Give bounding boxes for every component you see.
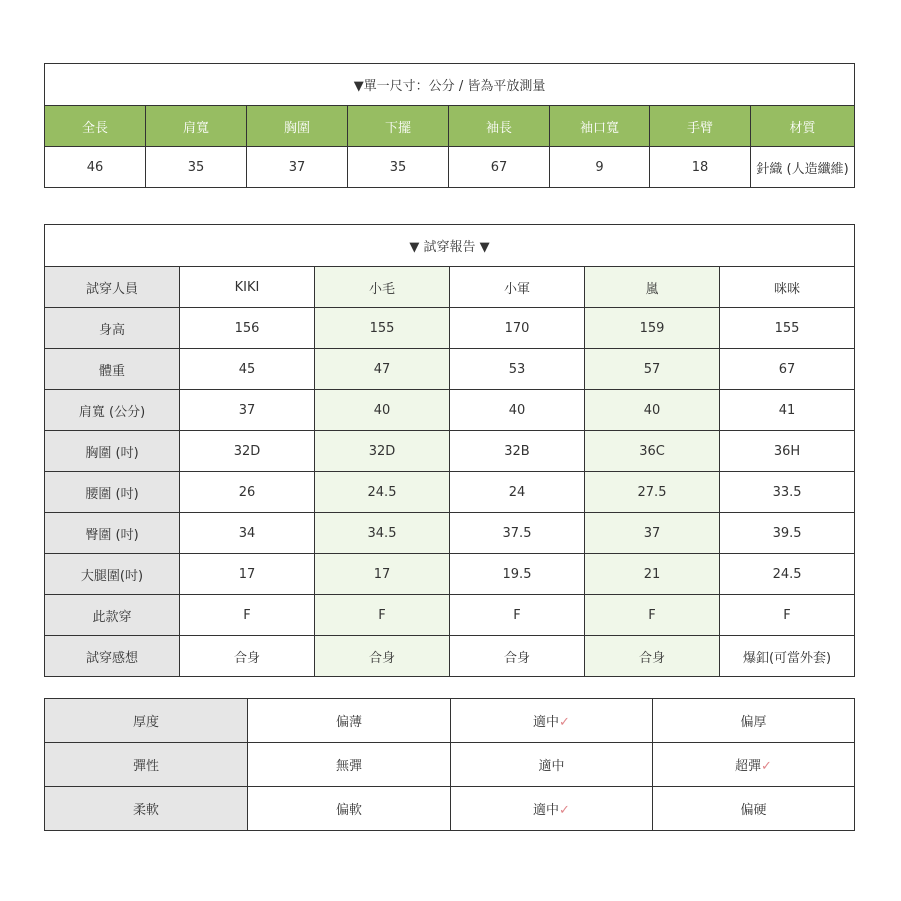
tryon-cell: 26	[180, 472, 315, 513]
tryon-row-label: 此款穿	[45, 595, 180, 636]
fabric-option-label: 偏硬	[740, 803, 767, 818]
size-value-cell: 35	[348, 147, 449, 188]
tryon-cell: 40	[585, 390, 720, 431]
size-header-cell: 肩寬	[146, 106, 247, 147]
tryon-cell: 合身	[315, 636, 450, 677]
tryon-cell: F	[180, 595, 315, 636]
tryon-cell: 合身	[180, 636, 315, 677]
tryon-cell: KIKI	[180, 267, 315, 308]
tryon-row	[45, 554, 855, 595]
tryon-cell: 34	[180, 513, 315, 554]
tryon-cell: 小軍	[450, 267, 585, 308]
tryon-cell: 33.5	[720, 472, 855, 513]
size-value-row	[45, 147, 855, 188]
tryon-cell: 合身	[450, 636, 585, 677]
tryon-cell: F	[315, 595, 450, 636]
size-header-cell: 袖口寬	[550, 106, 650, 147]
tryon-row	[45, 431, 855, 472]
tryon-cell: 24.5	[720, 554, 855, 595]
tryon-cell: 39.5	[720, 513, 855, 554]
tryon-row	[45, 308, 855, 349]
tryon-cell: 36C	[585, 431, 720, 472]
tryon-cell: 27.5	[585, 472, 720, 513]
tryon-cell: 37	[585, 513, 720, 554]
tryon-row-label: 試穿人員	[45, 267, 180, 308]
tryon-row-label: 試穿感想	[45, 636, 180, 677]
tryon-cell: 155	[315, 308, 450, 349]
fabric-option-label: 偏薄	[335, 715, 362, 730]
tryon-cell: 32D	[180, 431, 315, 472]
tryon-row	[45, 636, 855, 677]
fabric-row	[45, 787, 855, 831]
tryon-cell: 67	[720, 349, 855, 390]
fabric-option-label: 偏軟	[335, 803, 362, 818]
fabric-row	[45, 743, 855, 787]
tryon-row	[45, 472, 855, 513]
tryon-row	[45, 390, 855, 431]
tryon-cell: 32D	[315, 431, 450, 472]
size-header-cell: 袖長	[449, 106, 550, 147]
fabric-option-label: 適中	[533, 715, 560, 730]
fabric-row	[45, 699, 855, 743]
size-table-title: ▼單一尺寸：公分 / 皆為平放測量	[45, 64, 855, 106]
check-mark-icon: ✓	[559, 803, 570, 818]
tryon-cell: 19.5	[450, 554, 585, 595]
tryon-row-label: 體重	[45, 349, 180, 390]
tryon-row-label: 臀圍 (吋)	[45, 513, 180, 554]
tryon-cell: 53	[450, 349, 585, 390]
fabric-option-cell	[653, 699, 855, 743]
tryon-table-title: ▼ 試穿報告 ▼	[45, 225, 855, 267]
tryon-cell: 47	[315, 349, 450, 390]
check-mark-icon: ✓	[761, 759, 772, 774]
tryon-cell: 159	[585, 308, 720, 349]
tryon-cell: 34.5	[315, 513, 450, 554]
tryon-row-label: 肩寬 (公分)	[45, 390, 180, 431]
tryon-row	[45, 595, 855, 636]
tryon-cell: 57	[585, 349, 720, 390]
tryon-cell: 37	[180, 390, 315, 431]
size-header-cell: 手臂	[650, 106, 751, 147]
size-table	[44, 63, 855, 188]
tryon-cell: 45	[180, 349, 315, 390]
fabric-table	[44, 698, 855, 831]
fabric-option-label: 偏厚	[740, 715, 767, 730]
tryon-cell: 合身	[585, 636, 720, 677]
fabric-row-label: 柔軟	[45, 787, 248, 831]
tryon-cell: 41	[720, 390, 855, 431]
tryon-row-label: 身高	[45, 308, 180, 349]
tryon-cell: 24	[450, 472, 585, 513]
tryon-cell: 40	[450, 390, 585, 431]
size-header-cell: 下擺	[348, 106, 449, 147]
size-value-cell: 9	[550, 147, 650, 188]
size-header-cell: 胸圍	[247, 106, 348, 147]
fabric-option-cell	[451, 787, 653, 831]
size-header-cell: 材質	[751, 106, 855, 147]
tryon-cell: 37.5	[450, 513, 585, 554]
tryon-cell: 156	[180, 308, 315, 349]
fabric-option-cell	[653, 787, 855, 831]
fabric-option-label: 適中	[533, 803, 560, 818]
tryon-cell: 21	[585, 554, 720, 595]
fabric-option-label: 無彈	[335, 759, 362, 774]
fabric-row-label: 彈性	[45, 743, 248, 787]
fabric-option-label: 超彈	[735, 759, 762, 774]
check-mark-icon: ✓	[559, 715, 570, 730]
tryon-cell: 小毛	[315, 267, 450, 308]
fabric-option-cell	[248, 787, 451, 831]
tryon-row-label: 腰圍 (吋)	[45, 472, 180, 513]
fabric-option-cell	[653, 743, 855, 787]
tryon-cell: 17	[315, 554, 450, 595]
tryon-table	[44, 224, 855, 677]
tryon-cell: F	[585, 595, 720, 636]
tryon-row-label: 胸圍 (吋)	[45, 431, 180, 472]
tryon-row	[45, 267, 855, 308]
size-value-cell: 針織 (人造纖維)	[751, 147, 855, 188]
tryon-cell: 155	[720, 308, 855, 349]
tryon-cell: F	[720, 595, 855, 636]
tryon-cell: 36H	[720, 431, 855, 472]
tryon-cell: 40	[315, 390, 450, 431]
tryon-row	[45, 349, 855, 390]
size-value-cell: 67	[449, 147, 550, 188]
size-header-cell: 全長	[45, 106, 146, 147]
tryon-cell: 24.5	[315, 472, 450, 513]
tryon-cell: 170	[450, 308, 585, 349]
fabric-option-cell	[451, 699, 653, 743]
fabric-option-cell	[451, 743, 653, 787]
tryon-cell: F	[450, 595, 585, 636]
fabric-option-label: 適中	[538, 759, 565, 774]
tryon-cell: 嵐	[585, 267, 720, 308]
size-value-cell: 46	[45, 147, 146, 188]
size-value-cell: 35	[146, 147, 247, 188]
tryon-cell: 咪咪	[720, 267, 855, 308]
tryon-cell: 32B	[450, 431, 585, 472]
size-header-row	[45, 106, 855, 147]
size-value-cell: 37	[247, 147, 348, 188]
size-value-cell: 18	[650, 147, 751, 188]
fabric-row-label: 厚度	[45, 699, 248, 743]
fabric-option-cell	[248, 699, 451, 743]
tryon-cell: 17	[180, 554, 315, 595]
tryon-cell: 爆釦(可當外套)	[720, 636, 855, 677]
tryon-row-label: 大腿圍(吋)	[45, 554, 180, 595]
tryon-row	[45, 513, 855, 554]
fabric-option-cell	[248, 743, 451, 787]
